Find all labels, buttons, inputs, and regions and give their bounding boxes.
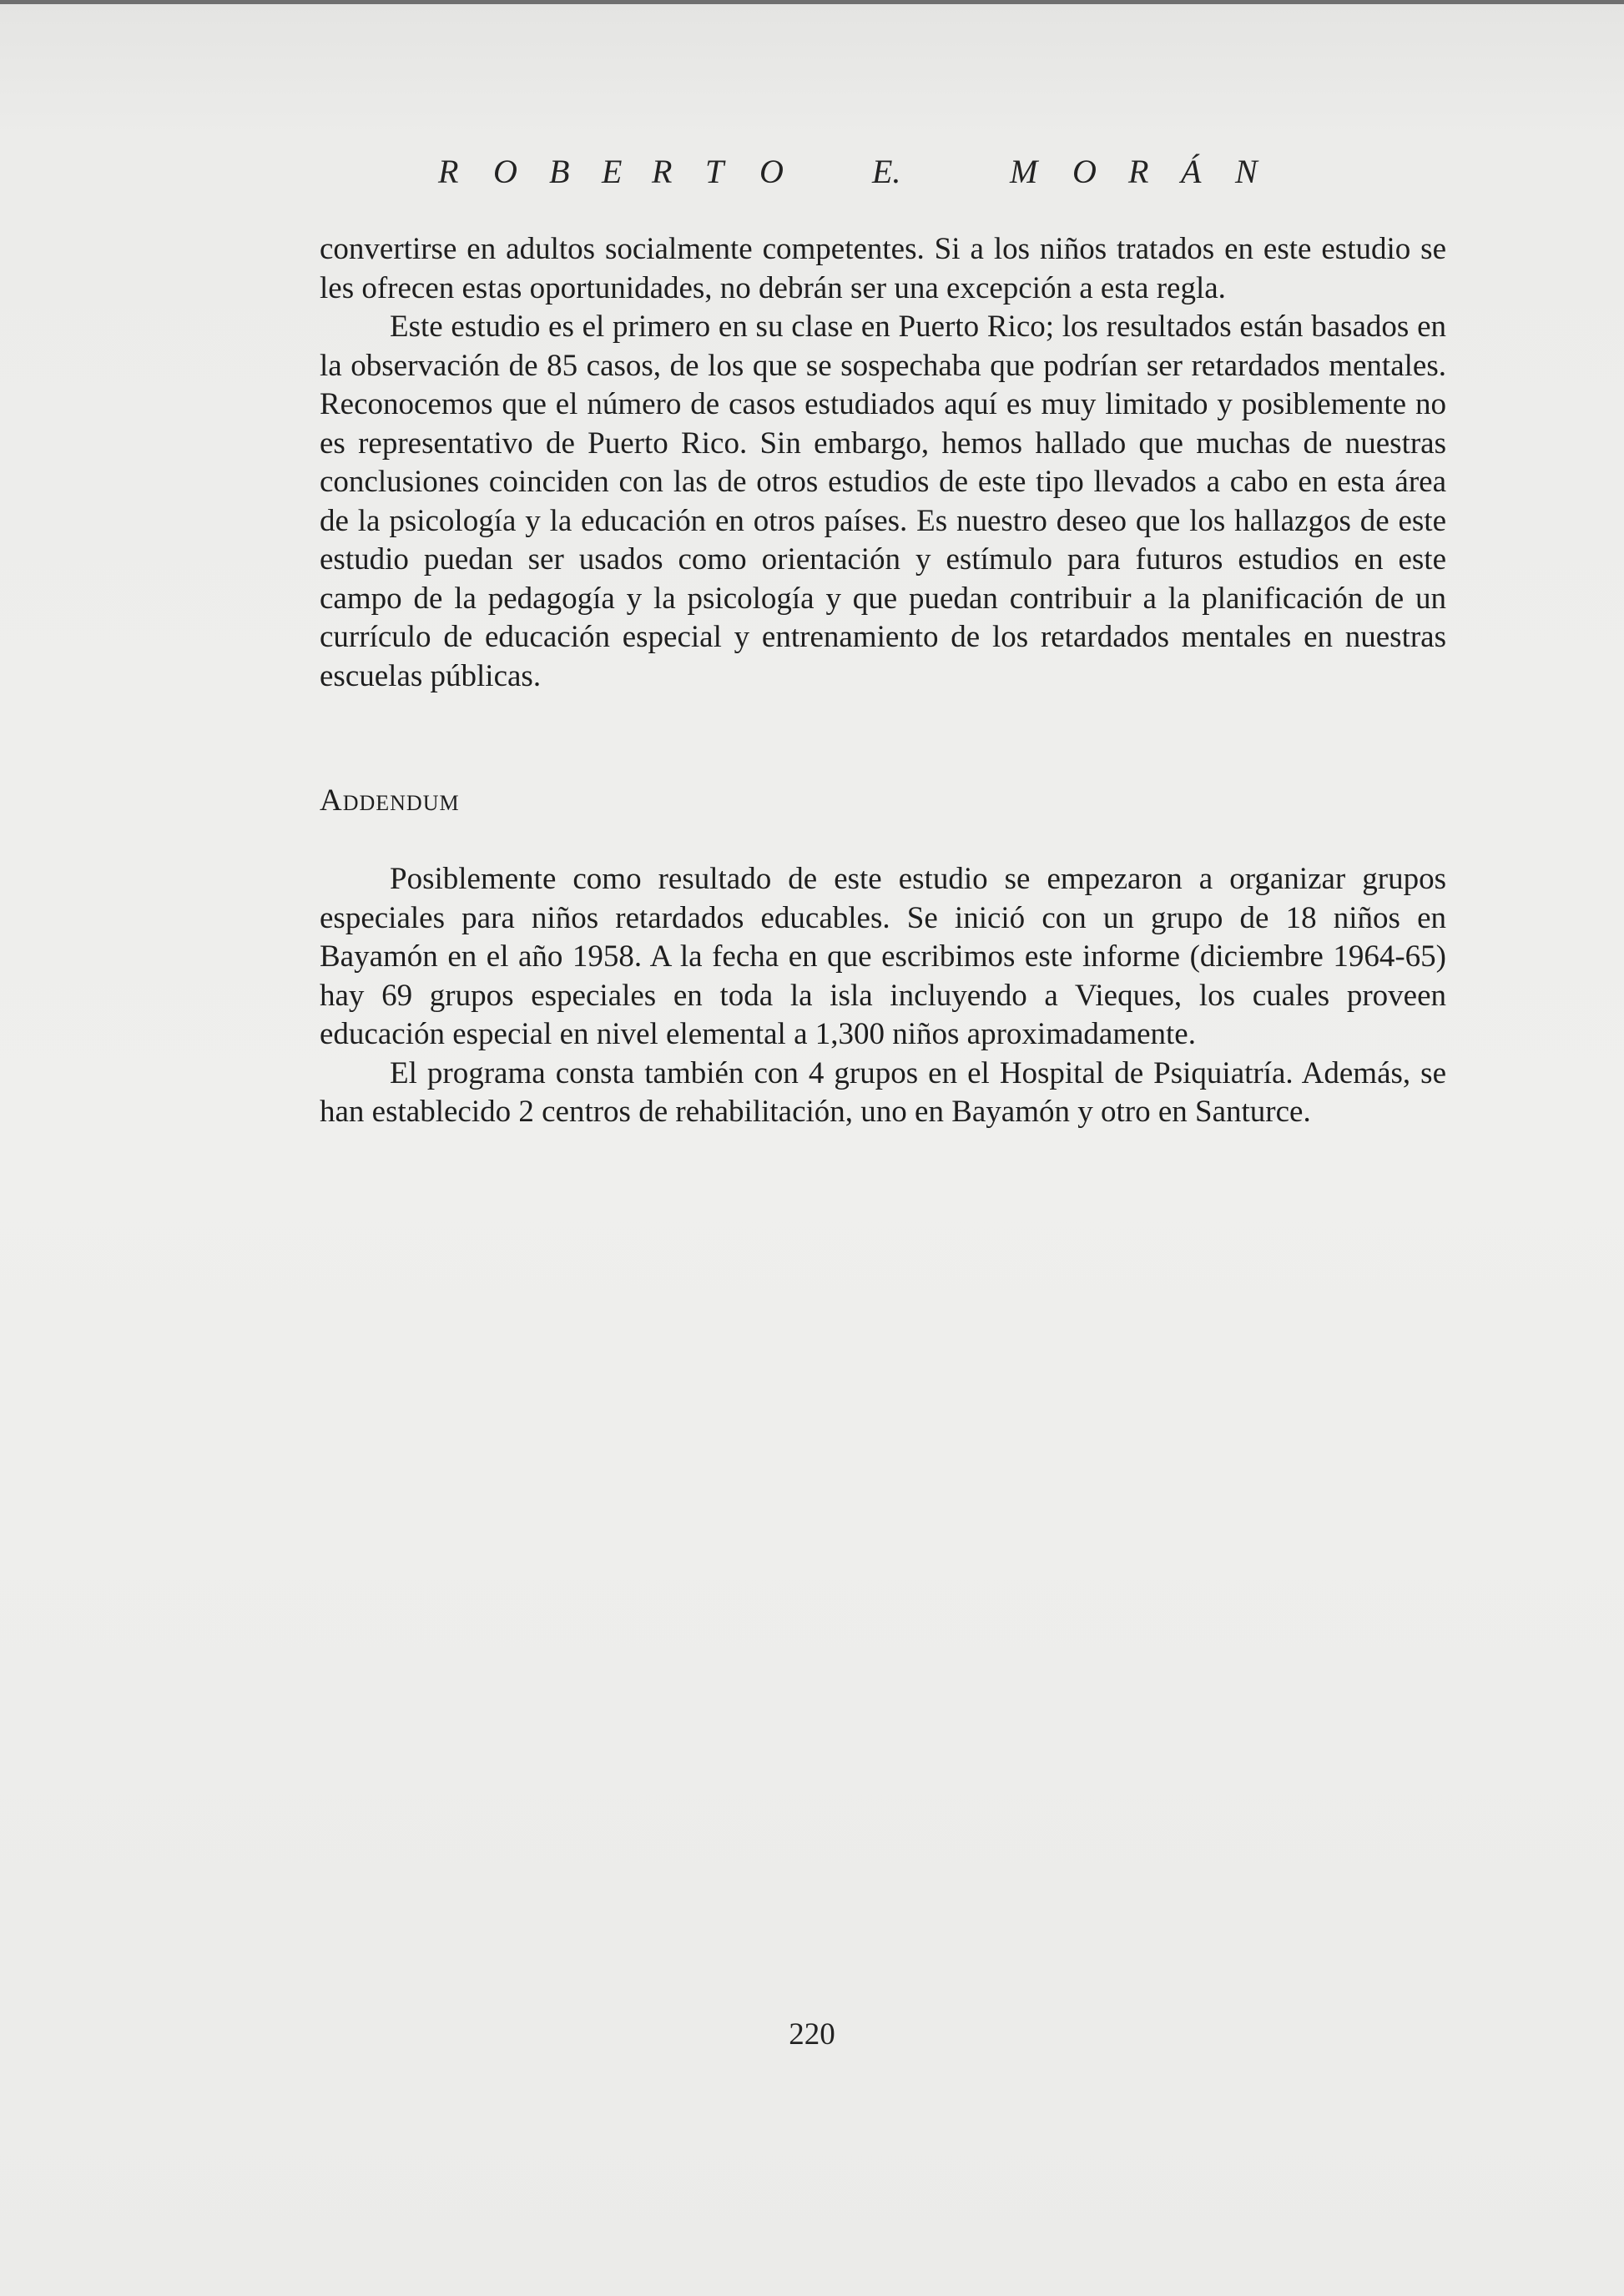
running-head-letter: R (1128, 153, 1149, 190)
body-paragraph: convertirse en adultos socialmente competentes. Si a los niños tratados en este estudio se les ofrecen estas oportunidades, no debrán ser una excepción a esta regla. (320, 232, 1446, 305)
running-head-letter: E. (872, 153, 901, 190)
running-head-letter: B (549, 153, 570, 190)
running-head-letter: N (1235, 153, 1258, 190)
page-content (320, 230, 1446, 1132)
running-head-letter: R (652, 153, 673, 190)
running-head-letter: M (1010, 153, 1038, 190)
addendum-paragraph: El programa consta también con 4 grupos en el Hospital de Psiquiatría. Además, se han establecido 2 centros de rehabilitación, uno en Bayamón y otro en Santurce. (320, 1055, 1446, 1129)
addendum-heading: Addendum (320, 783, 460, 818)
top-edge-rule (0, 0, 1624, 4)
running-head-letter: T (705, 153, 724, 190)
running-head-letter: O (1072, 153, 1097, 190)
running-head-letter: O (759, 153, 784, 190)
running-head-letter: R (438, 153, 459, 190)
page-number: 220 (789, 2017, 835, 2052)
running-head-letter: O (493, 153, 517, 190)
running-head-letter: Á (1181, 153, 1202, 190)
body-paragraph: Este estudio es el primero en su clase en Puerto Rico; los resultados están basados en la observación de 85 casos, de los que se sospechaba que podrían ser retardados mentales. Reconocemos que el número de casos estudiados aquí es muy limitado y posiblemente no es representativo de Puerto Rico. Sin embargo, hemos hallado que muchas de nuestras conclusiones coinciden con las de otros estudios de este tipo llevados a cabo en esta área de la psicología y la educación en otros países. Es nuestro deseo que los hallazgos de este estudio puedan ser usados como orientación y estímulo para futuros estudios en este campo de la pedagogía y la psicología y que puedan contribuir a la planificación de un currículo de educación especial y entrenamiento de los retardados mentales en nuestras escuelas públicas. (320, 310, 1446, 693)
running-head-letter: E (602, 153, 623, 190)
addendum-paragraph: Posiblemente como resultado de este estudio se empezaron a organizar grupos especiales para niños retardados educables. Se inició con un grupo de 18 niños en Bayamón en el año 1958. A la fecha en que escribimos este informe (diciembre 1964-65) hay 69 grupos especiales en toda la isla incluyendo a Vieques, los cuales proveen educación especial en nivel elemental a 1,300 niños aproximadamente. (320, 862, 1446, 1051)
